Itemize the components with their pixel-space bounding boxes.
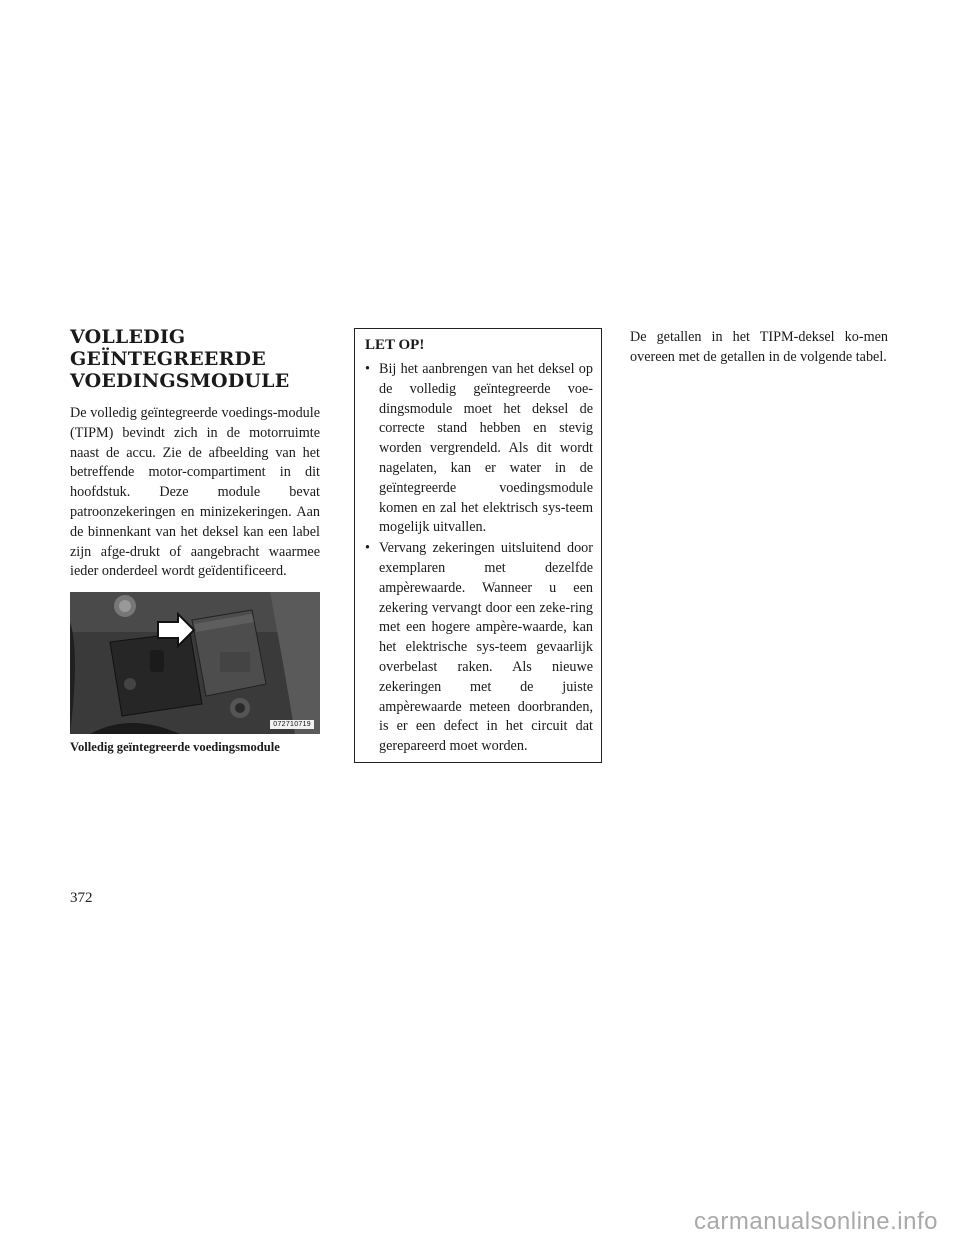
left-column (70, 326, 320, 755)
figure-caption: Volledig geïntegreerde voedingsmodule (70, 740, 280, 755)
warning-list (365, 360, 593, 757)
heading-line-3: VOEDINGSMODULE (70, 370, 290, 392)
page-number: 372 (70, 890, 93, 906)
engine-bay-illustration (70, 592, 320, 734)
figure-code: 072710719 (270, 720, 314, 729)
bullet-icon: • (365, 540, 370, 557)
watermark: carmanualsonline.info (694, 1208, 938, 1235)
section-body: De volledig geïntegreerde voedings-module (TIPM) bevindt zich in de motorruimte naast de accu. Zie de afbeelding van het betreffende motor-compartiment in dit hoofdstuk. Deze module bevat patroonzekeringen en minizekeringen. Aan de binnenkant van het deksel kan een label zijn afge-drukt of aangebracht waarmee ieder onderdeel wordt geïdentificeerd. (70, 405, 320, 580)
warning-box (354, 328, 602, 763)
warning-item-text: Vervang zekeringen uitsluitend door exemplaren met dezelfde ampèrewaarde. Wanneer u een zekering vervangt door een zeke-ring met een hogere ampère-waarde, kan het elektrische sys-teem gevaarlijk overbelast raken. Als nieuwe zekeringen met de juiste ampèrewaarde meteen doorbranden, is er een defect in het circuit dat gerepareerd moet worden. (379, 540, 593, 755)
warning-item (365, 360, 593, 538)
right-column-text: De getallen in het TIPM-deksel ko-men overeen met de getallen in de volgende tabel. (630, 329, 888, 365)
heading-line-2: GEÏNTEGREERDE (70, 348, 266, 370)
warning-title: LET OP! (365, 337, 425, 353)
section-heading (70, 326, 320, 392)
warning-item (365, 539, 593, 757)
engine-bay-photo (70, 592, 320, 734)
warning-item-text: Bij het aanbrengen van het deksel op de volledig geïntegreerde voe-dingsmodule moet het deksel de correcte stand hebben en stevig worden vergrendeld. Als dit wordt nagelaten, kan er water in de geïntegreerde voedingsmodule komen en zal het elektrisch sys-teem mogelijk uitvallen. (379, 361, 593, 536)
heading-line-1: VOLLEDIG (70, 326, 186, 348)
bullet-icon: • (365, 361, 370, 377)
